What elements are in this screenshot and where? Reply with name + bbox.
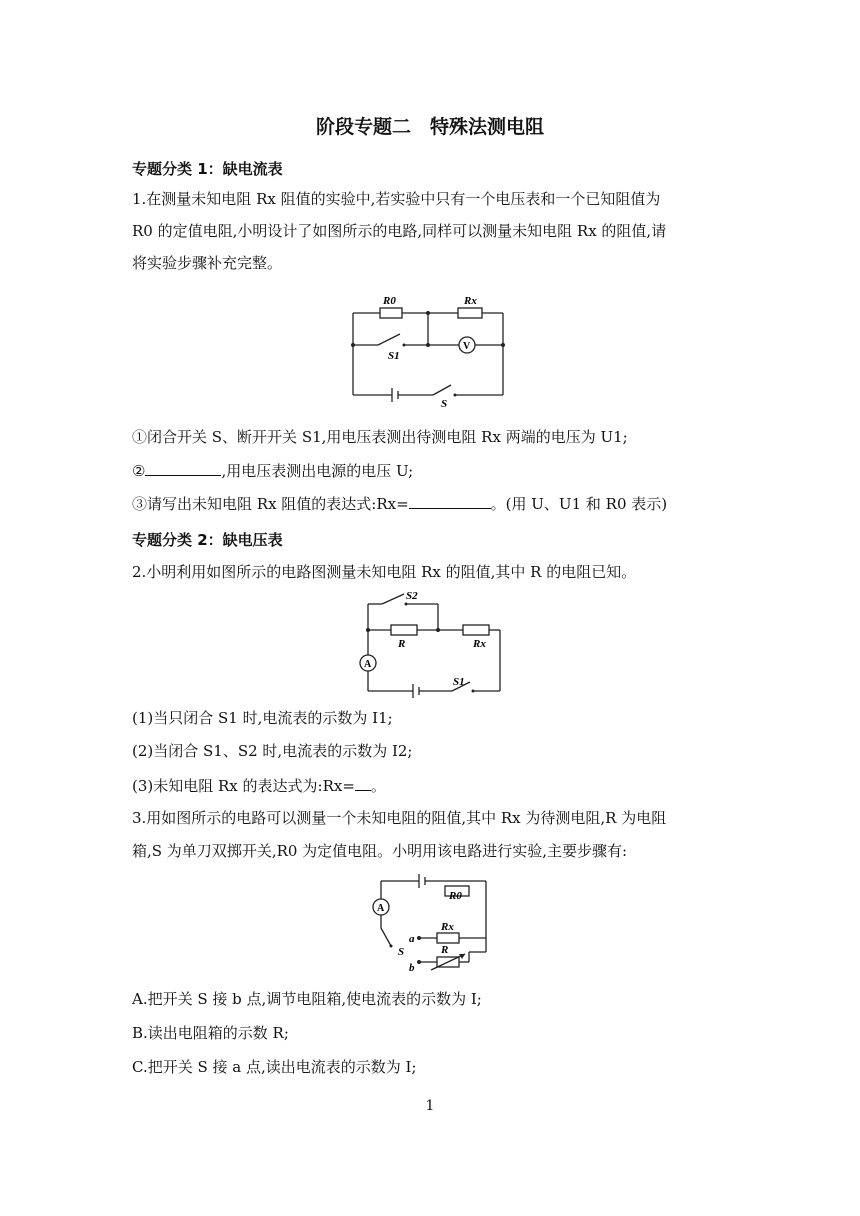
circuit1-voltmeter-label: V [463,341,471,352]
circuit2-rx-label: Rx [473,638,486,650]
step-b: B.读出电阻箱的示数 R; [132,1024,289,1042]
page-number: 1 [425,1098,435,1114]
question-3-line-2: 箱,S 为单刀双掷开关,R0 为定值电阻。小明用该电路进行实验,主要步骤有: [132,842,628,860]
circuit3-ammeter-label: A [377,903,385,914]
step-2-suffix: ,用电压表测出电源的电压 U; [221,462,414,480]
step-2 [132,460,732,481]
step-2-blank[interactable] [145,460,221,476]
step-3 [132,493,732,514]
item-1: (1)当只闭合 S1 时,电流表的示数为 I1; [132,709,393,727]
step-a: A.把开关 S 接 b 点,调节电阻箱,使电流表的示数为 I; [132,990,482,1008]
circuit2-r-label: R [398,638,406,650]
question-1-line-1: 1.在测量未知电阻 Rx 阻值的实验中,若实验中只有一个电压表和一个已知阻值为 [132,190,661,208]
item-2: (2)当闭合 S1、S2 时,电流表的示数为 I2; [132,742,413,760]
circuit2-s2-label: S2 [406,590,418,602]
section-heading-2: 专题分类 2：缺电压表 [132,531,283,549]
question-1-line-3: 将实验步骤补充完整。 [132,254,283,272]
question-1-line-2: R0 的定值电阻,小明设计了如图所示的电路,同样可以测量未知电阻 Rx 的阻值,请 [132,222,667,240]
item-3-suffix: 。 [370,777,386,795]
circuit3-a-label: a [409,933,415,945]
step-3-blank[interactable] [409,493,491,509]
circuit1-r0-label: R0 [383,295,396,307]
step-1: ①闭合开关 S、断开开关 S1,用电压表测出待测电阻 Rx 两端的电压为 U1; [132,428,628,446]
circuit3-r0-label: R0 [449,890,462,902]
section-heading-1: 专题分类 1：缺电流表 [132,160,283,178]
circuit2-ammeter-label: A [364,659,372,670]
step-3-prefix: ③请写出未知电阻 Rx 阻值的表达式:Rx= [132,495,409,513]
question-2: 2.小明利用如图所示的电路图测量未知电阻 Rx 的阻值,其中 R 的电阻已知。 [132,563,637,581]
item-3-prefix: (3)未知电阻 Rx 的表达式为:Rx= [132,777,355,795]
circuit3-s-label: S [398,946,405,958]
circuit3-r-label: R [441,944,449,956]
circuit1-s1-label: S1 [388,350,400,362]
circuit3-b-label: b [409,962,415,974]
question-3-line-1: 3.用如图所示的电路可以测量一个未知电阻的阻值,其中 Rx 为待测电阻,R 为电阻 [132,809,667,827]
step-2-prefix: ② [132,462,146,480]
item-3 [132,775,732,796]
circuit1-rx-label: Rx [464,295,477,307]
circuit2-s1-label: S1 [453,676,465,688]
page-title: 阶段专题二 特殊法测电阻 [315,116,544,138]
item-3-blank[interactable] [355,775,371,791]
step-3-suffix: 。(用 U、U1 和 R0 表示) [490,495,668,513]
circuit1-s-label: S [441,398,448,410]
circuit3-rx-label: Rx [441,921,454,933]
step-c: C.把开关 S 接 a 点,读出电流表的示数为 I; [132,1058,417,1076]
